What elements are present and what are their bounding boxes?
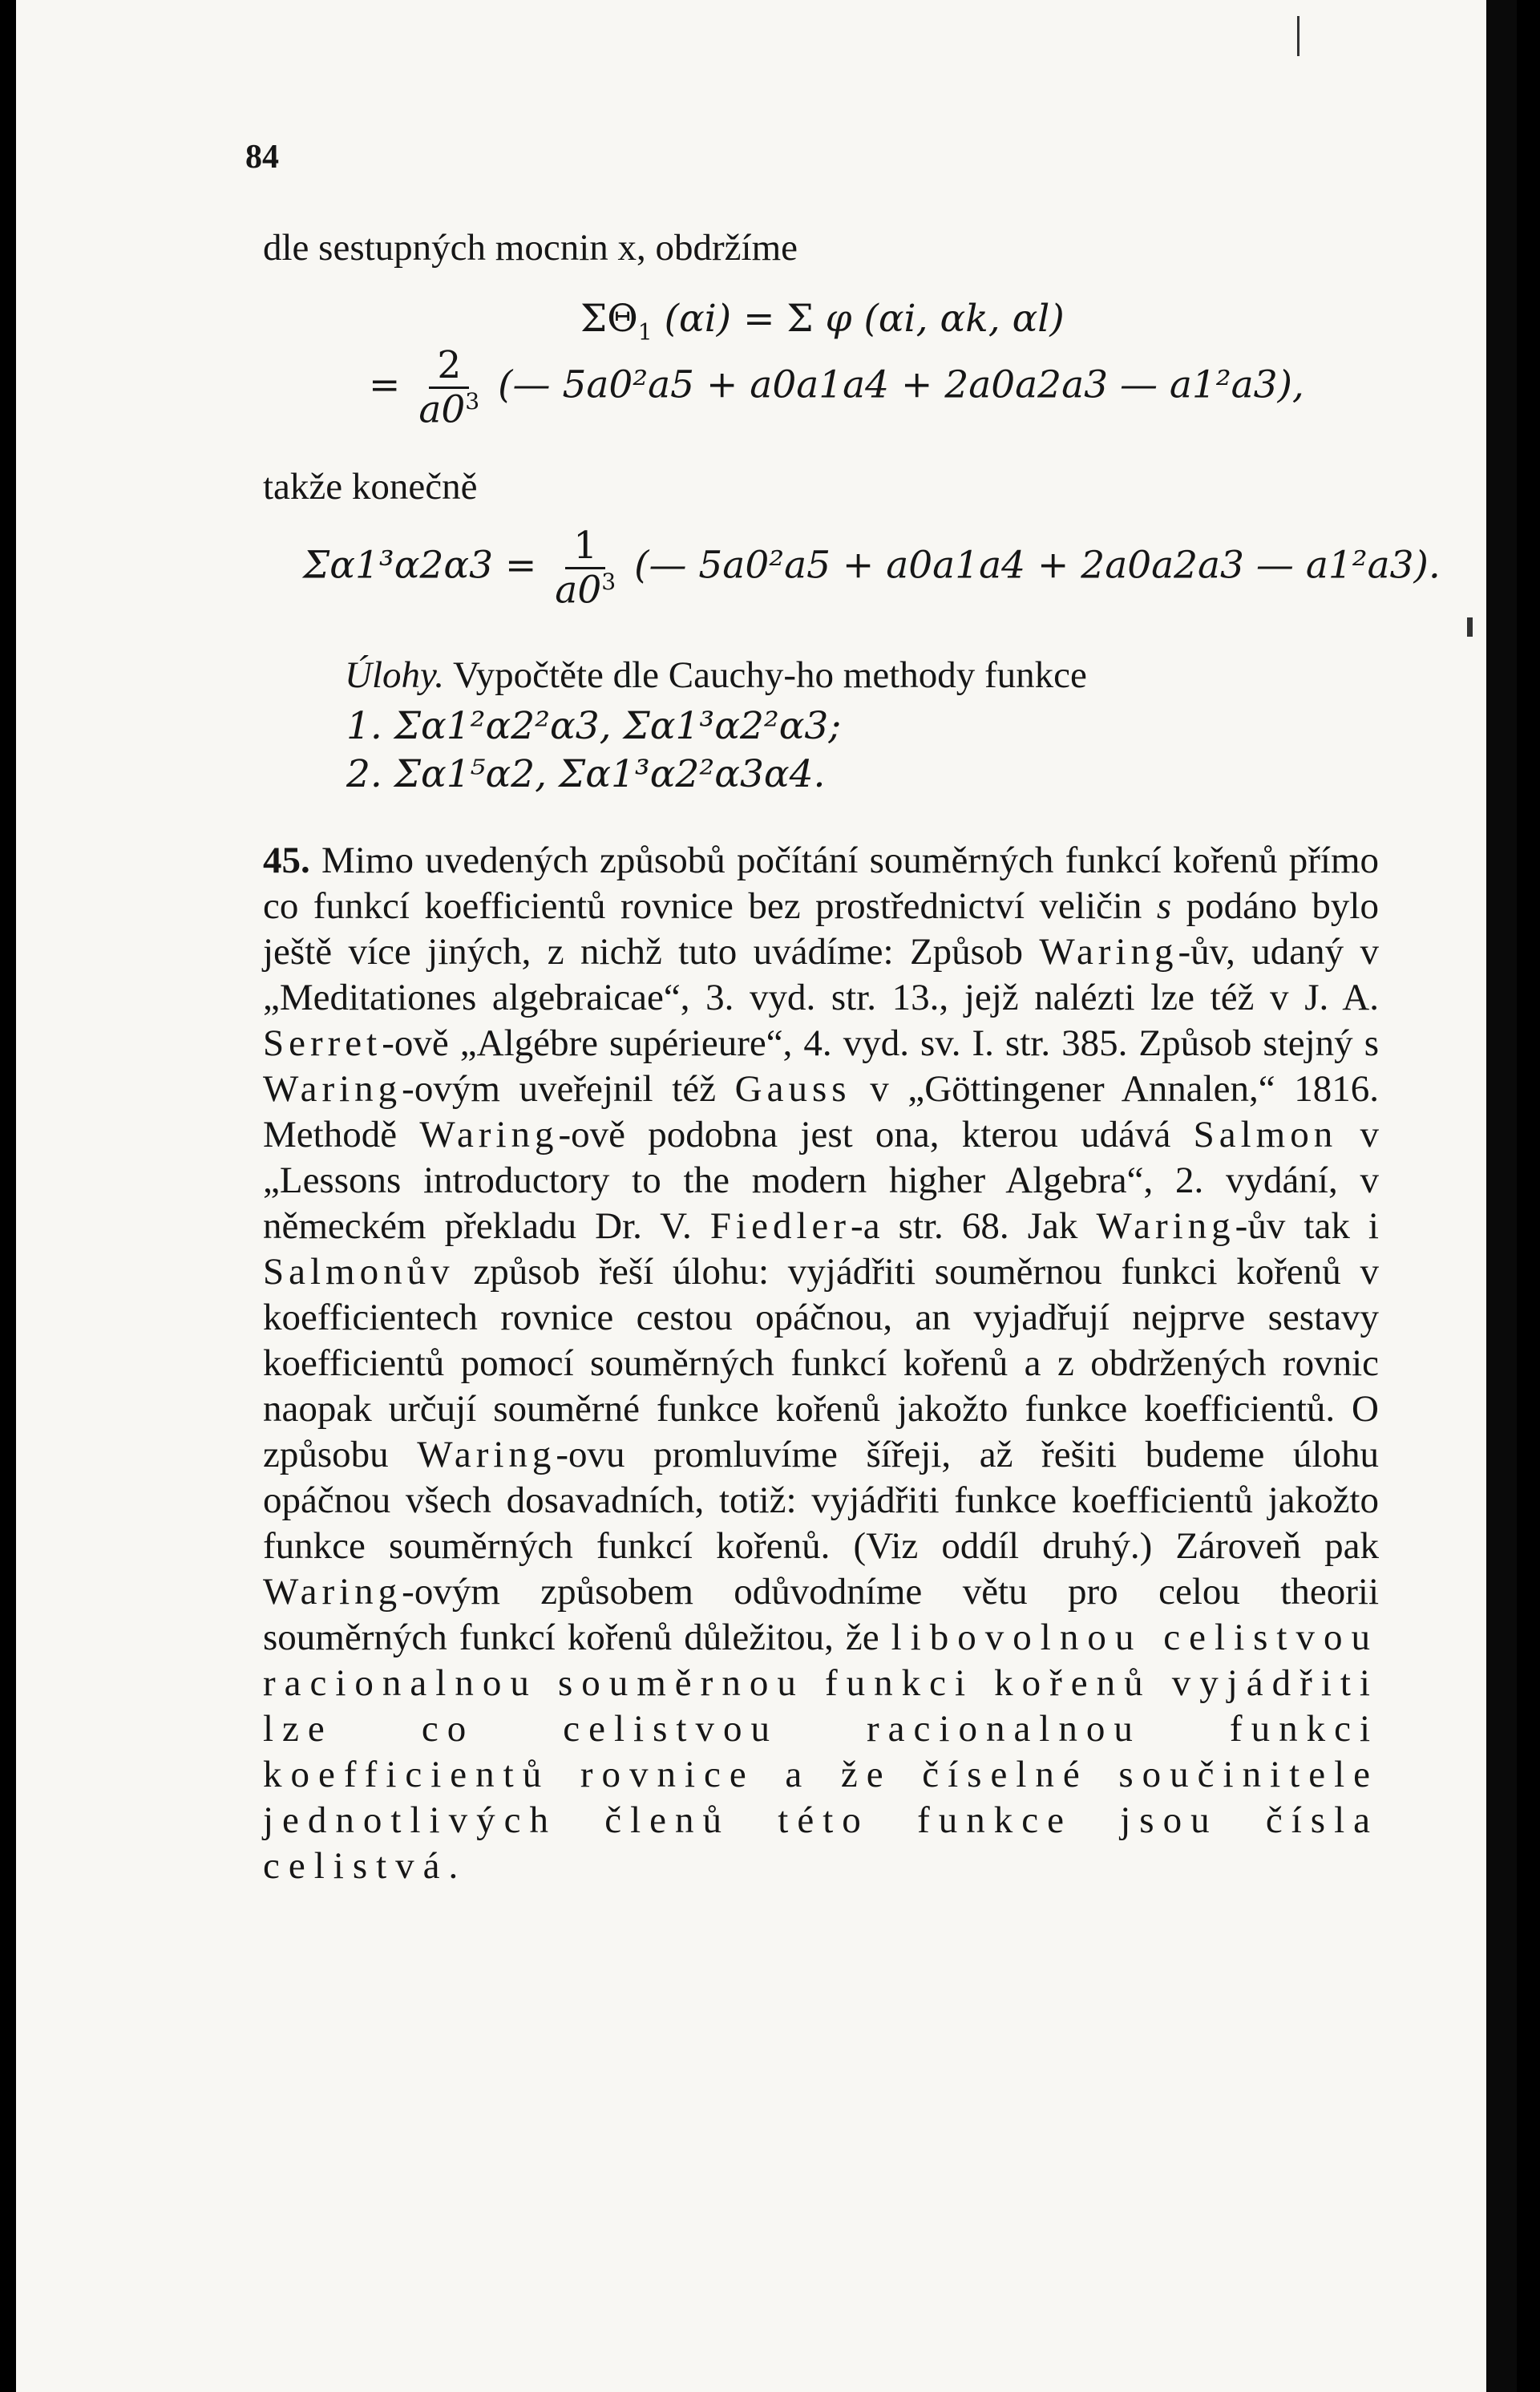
- author-name: Waring: [419, 1114, 559, 1156]
- scan-mark: [1467, 617, 1473, 637]
- equation-1: [580, 297, 1065, 345]
- eq1-rhs-argument: (αi, αk, αl): [863, 297, 1065, 341]
- page-number: 84: [245, 139, 279, 176]
- equals-sign: =: [369, 362, 401, 407]
- author-name: Waring: [1039, 931, 1178, 973]
- author-name: Gauss: [734, 1068, 851, 1110]
- phi-symbol: φ: [825, 297, 852, 341]
- exercises-text: Vypočtěte dle Cauchy-ho methody funkce: [452, 654, 1087, 696]
- scan-mark: [1297, 16, 1300, 56]
- fraction: [418, 345, 479, 431]
- author-name: Waring: [1096, 1205, 1235, 1247]
- author-name: Serret: [263, 1022, 382, 1064]
- fraction-numerator: 2: [429, 345, 469, 389]
- author-name: Waring: [417, 1434, 556, 1475]
- equation-2: [369, 345, 1304, 431]
- author-name: Salmon: [1193, 1114, 1338, 1156]
- scan-edge: [1486, 0, 1517, 2392]
- exercise-1: 1. Σα1²α2²α3, Σα1³α2²α3;: [346, 704, 842, 748]
- theta-subscript: 1: [637, 318, 653, 346]
- equals-sign: =: [743, 297, 775, 341]
- takze-line: takže konečně: [263, 466, 478, 508]
- fraction-denominator: $a0^3$: [418, 387, 480, 432]
- fraction: [555, 525, 616, 611]
- emphasized-theorem: libovolnou celistvou racionalnou souměrnou funkci kořenů vyjádřiti lze co celistvou racionalnou funkci koefficientů rovnice a že číselné součinitele jednotlivých členů této funkce jsou čísla celistvá.: [263, 1617, 1379, 1887]
- equals-sign: =: [504, 543, 537, 588]
- exercise-2: 2. Σα1⁵α2, Σα1³α2²α3α4.: [346, 752, 826, 796]
- author-name: Fiedler: [709, 1205, 851, 1247]
- eq2-expression: (— 5a0²a5 + a0a1a4 + 2a0a2a3 — a1²a3),: [498, 362, 1304, 407]
- eq1-lhs-argument: (αi): [664, 297, 732, 341]
- sigma-symbol: Σ: [786, 297, 814, 341]
- equation-3: [303, 525, 1441, 611]
- eq3-expression: (— 5a0²a5 + a0a1a4 + 2a0a2a3 — a1²a3).: [634, 543, 1441, 588]
- sigma-symbol: Σ: [580, 297, 608, 341]
- section-45-paragraph: 45. Mimo uvedených způsobů počítání souměrných funkcí kořenů přímo co funkcí koefficientů rovnice bez prostřednictví veličin s podáno bylo ještě více jiných, z nichž tuto uvádíme: Způsob Waring-ův, udaný v „Meditationes algebraicae“, 3. vyd. str. 13., jejž nalézti lze též v J. A. Serret-ově „Algébre supérieure“, 4. vyd. sv. I. str. 385. Způsob stejný s Waring-ovým uveřejnil též Gauss v „Göttingener Annalen,“ 1816. Methodě Waring-ově podobna jest ona, kterou udává Salmon v „Lessons introductory to the modern higher Algebra“, 2. vydání, v německém překladu Dr. V. Fiedler-a str. 68. Jak Waring-ův tak i Salmonův způsob řeší úlohu: vyjádřiti souměrnou funkci kořenů v koefficientech rovnice cestou opáčnou, an vyjadřují nejprve sestavy koefficientů pomocí souměrných funkcí kořenů a z obdržených rovnic naopak určují souměrné funkce kořenů jakožto funkce koefficientů. O způsobu Waring-ovu promluvíme šířeji, až řešiti budeme úlohu opáčnou všech dosavadních, totiž: vyjádřiti funkce koefficientů jakožto funkce souměrných funkcí kořenů. (Viz oddíl druhý.) Zároveň pak Waring-ovým způsobem odůvodníme větu pro celou theorii souměrných funkcí kořenů důležitou, že libovolnou celistvou racionalnou souměrnou funkci kořenů vyjádřiti lze co celistvou racionalnou funkci koefficientů rovnice a že číselné součinitele jednotlivých členů této funkce jsou čísla celistvá.: [263, 840, 1380, 1887]
- theta-symbol: Θ: [607, 297, 638, 341]
- intro-line: dle sestupných mocnin x, obdržíme: [263, 227, 798, 269]
- fraction-denominator: $a0^3$: [555, 568, 616, 613]
- book-page: [16, 0, 1517, 2392]
- eq3-lhs: Σα1³α2α3: [303, 543, 493, 588]
- author-name: Waring: [263, 1571, 402, 1613]
- section-number: 45.: [263, 840, 310, 881]
- fraction-numerator: 1: [565, 525, 605, 569]
- exercises-heading: [345, 654, 1087, 697]
- author-name: Salmonův: [263, 1251, 455, 1293]
- exercises-label: Úlohy.: [345, 654, 445, 696]
- author-name: Waring: [263, 1068, 402, 1110]
